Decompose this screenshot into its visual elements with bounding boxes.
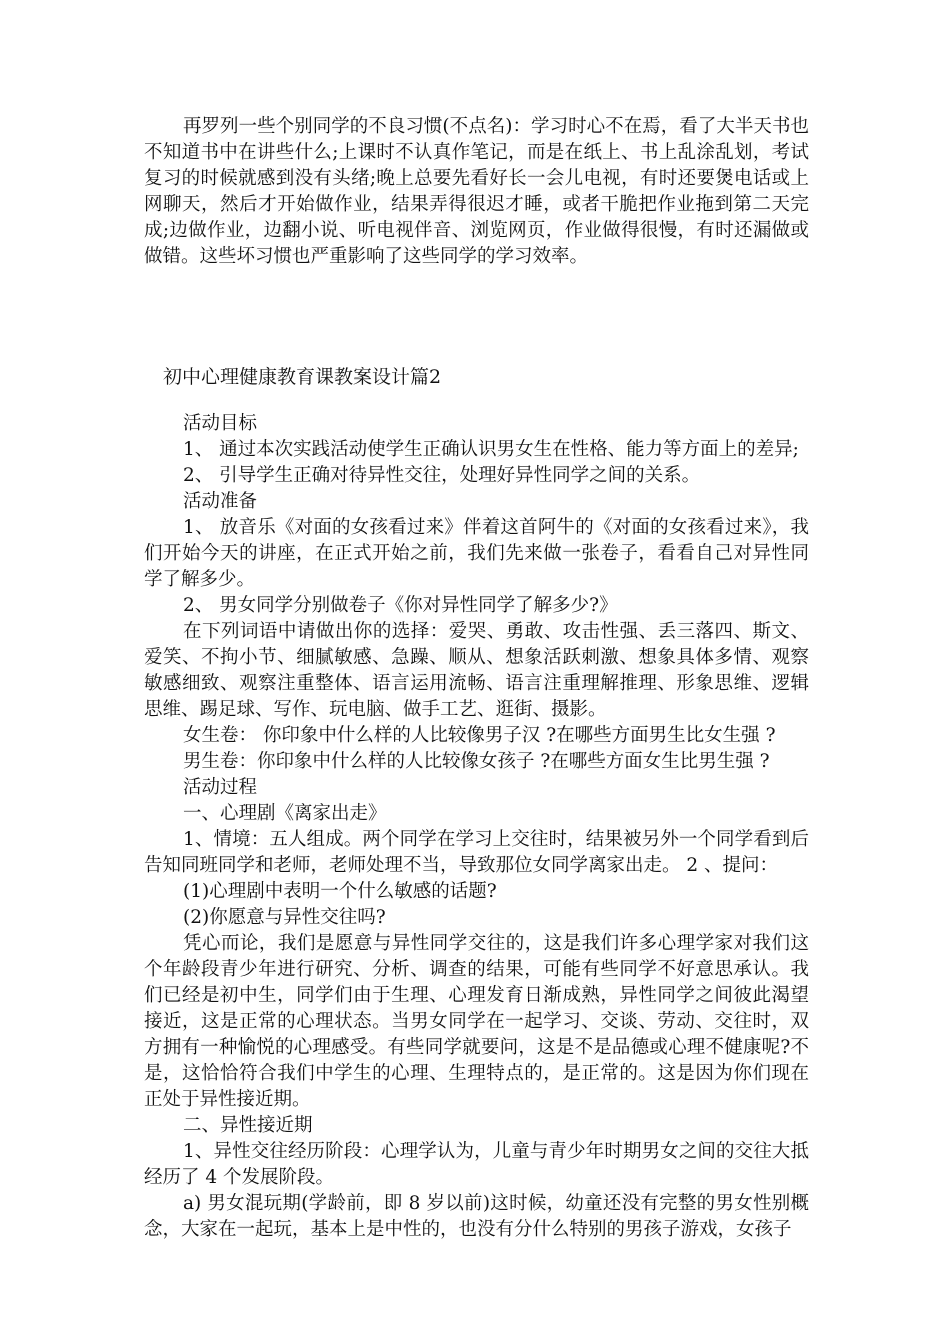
heading-activity-prep: 活动准备 [183,491,258,512]
girls-questionnaire: 女生卷： 你印象中什么样的人比较像男子汉 ?在哪些方面男生比女生强 ? [183,725,776,746]
section-title: 初中心理健康教育课教案设计篇2 [163,366,442,388]
question-1: (1)心理剧中表明一个什么敏感的话题? [183,881,497,902]
content-block [144,411,809,1243]
prep-item-2: 2、 男女同学分别做卷子《你对异性同学了解多少?》 [183,595,618,616]
intro-block [144,114,809,270]
scenario-paragraph: 1、情境：五人组成。两个同学在学习上交往时，结果被另外一个同学看到后告知同班同学和老师，老师处理不当，导致那位女同学离家出走。 2 、提问： [144,829,809,876]
stage-a-paragraph: a) 男女混玩期(学龄前，即 8 岁以前)这时候，幼童还没有完整的男女性别概念，大家在一起玩，基本上是中性的，也没有分什么特别的男孩子游戏，女孩子 [144,1193,809,1240]
boys-questionnaire: 男生卷：你印象中什么样的人比较像女孩子 ?在哪些方面女生比男生强 ? [183,751,770,772]
prep-item-1: 1、 放音乐《对面的女孩看过来》伴着这首阿牛的《对面的女孩看过来》，我们开始今天的讲座，在正式开始之前，我们先来做一张卷子，看看自己对异性同学了解多少。 [144,517,809,590]
subheading-opposite-sex-period: 二、异性接近期 [183,1115,313,1136]
discussion-paragraph: 凭心而论，我们是愿意与异性同学交往的，这是我们许多心理学家对我们这个年龄段青少年进行研究、分析、调查的结果，可能有些同学不好意思承认。我们已经是初中生，同学们由于生理、心理发育日渐成熟，异性同学之间彼此渴望接近，这是正常的心理状态。当男女同学在一起学习、交谈、劳动、交往时，双方拥有一种愉悦的心理感受。有些同学就要问，这是不是品德或心理不健康呢?不是，这恰恰符合我们中学生的心理、生理特点的，是正常的。这是因为你们现在正处于异性接近期。 [144,933,809,1110]
goal-item-1: 1、 通过本次实践活动使学生正确认识男女生在性格、能力等方面上的差异; [183,439,799,460]
word-choice-paragraph: 在下列词语中请做出你的选择：爱哭、勇敢、攻击性强、丢三落四、斯文、爱笑、不拘小节、细腻敏感、急躁、顺从、想象活跃刺激、想象具体多情、观察敏感细致、观察注重整体、语言运用流畅、语言注重理解推理、形象思维、逻辑思维、踢足球、写作、玩电脑、做手工艺、逛街、摄影。 [144,621,809,720]
heading-activity-process: 活动过程 [183,777,258,798]
goal-item-2: 2、 引导学生正确对待异性交往，处理好异性同学之间的关系。 [183,465,701,486]
subheading-psychodrama: 一、心理剧《离家出走》 [183,803,387,824]
heading-activity-goals: 活动目标 [183,413,258,434]
question-2: (2)你愿意与异性交往吗? [183,907,386,928]
stages-paragraph: 1、异性交往经历阶段：心理学认为，儿童与青少年时期男女之间的交往大抵经历了 4 个发展阶段。 [144,1141,809,1188]
intro-paragraph: 再罗列一些个别同学的不良习惯(不点名)：学习时心不在焉，看了大半天书也不知道书中在讲些什么;上课时不认真作笔记，而是在纸上、书上乱涂乱划，考试复习的时候就感到没有头绪;晚上总要先看好长一会儿电视，有时还要煲电话或上网聊天，然后才开始做作业，结果弄得很迟才睡，或者干脆把作业拖到第二天完成;边做作业，边翻小说、听电视伴音、浏览网页，作业做得很慢，有时还漏做或做错。这些坏习惯也严重影响了这些同学的学习效率。 [144,116,809,267]
